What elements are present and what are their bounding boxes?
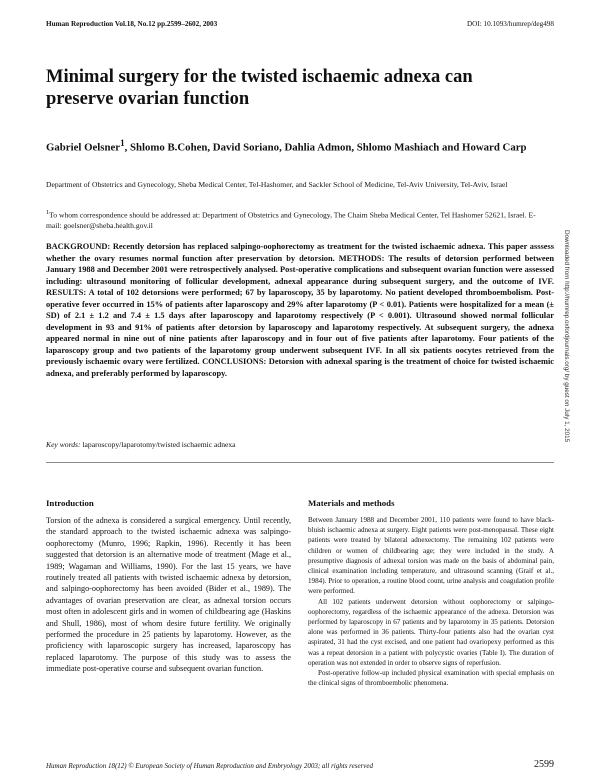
keywords-value: laparoscopy/laparotomy/twisted ischaemic adnexa	[82, 440, 236, 449]
correspondence	[46, 208, 546, 232]
introduction-column	[46, 498, 291, 675]
author-list	[46, 136, 546, 156]
journal-citation: Human Reproduction Vol.18, No.12 pp.2599–2602, 2003	[46, 20, 218, 28]
download-sidebar	[562, 230, 576, 630]
doi: DOI: 10.1093/humrep/deg498	[466, 20, 554, 28]
abstract: BACKGROUND: Recently detorsion has replaced salpingo-oophorectomy as treatment for the twisted ischaemic adnexa. This paper asssess whether the ovary resumes normal function after preservation by detorsion. METHODS: The results of detorsion performed between January 1988 and December 2001 were retrospectively analysed. Post-operative complications and subsequent ovarian function were assessed including: ultrasound monitoring of follicular development, adnexal appearance during subsequent surgery, and the outcome of IVF. RESULTS: A total of 102 detorsions were performed; 67 by laparoscopy, 35 by laparotomy. No patient developed thromboembolism. Post-operative fever occurred in 15% of patients after laparoscopy and 29% after laparotomy (P < 0.01). Patients were hospitalized for a mean (± SD) of 2.1 ± 1.2 and 7.4 ± 1.5 days after laparoscopy and laparotomy respectively (P < 0.001). Ultrasound showed normal follicular development in 93 and 91% of patients after detorsion by laparoscopy and laparotomy respectively. At subsequent surgery, the adnexa appeared normal in nine out of nine patients after laparoscopy and in four out of five patients after laparotomy. Four patients of the laparoscopy group and two patients of the laparotomy group underwent subsequent IVF. In all six patients oocytes retrieved from the previously ischaemic ovary were fertilized. CONCLUSIONS: Detorsion with adnexal sparing is the treatment of choice for twisted ischaemic adnexa, and preferably performed by laparoscopy.	[46, 242, 554, 379]
page-number: 2599	[534, 759, 554, 770]
methods-paragraph: Post-operative follow-up included physical examination with special emphasis on the clinical signs of thromboembolic phenomena.	[308, 669, 554, 688]
page-footer	[46, 761, 554, 773]
keywords-label: Key words:	[46, 440, 81, 449]
running-header	[46, 20, 554, 34]
author-superscript: 1	[120, 138, 125, 148]
download-note: Downloaded from http://humrep.oxfordjournals.org/ by guest on July 1, 2015	[563, 230, 570, 443]
affiliation: Department of Obstetrics and Gynecology, Sheba Medical Center, Tel-Hashomer, and Sackler School of Medicine, Tel-Aviv University, Tel-Aviv, Israel	[46, 180, 508, 189]
methods-heading: Materials and methods	[308, 498, 395, 508]
introduction-text: Torsion of the adnexa is considered a surgical emergency. Until recently, the standard approach to the twisted ischaemic adnexa was salpingo-oophorectomy (Munro, 1996; Rapkin, 1996). Recently it has been suggested that detorsion is an alternative mode of treatment (Mage et al., 1989; Wagaman and Williams, 1990). For the last 15 years, we have routinely treated all patients with twisted ischaemic adnexa by detorsion, and salpingo-oophorectomy has been avoided (Bider et al., 1989). The advantages of ovarian preservation are clear, as adnexal torsion occurs most often in adolescent girls and in women of childbearing age (Haskins and Shull, 1986), most of whom desire future fertility. We originally performed the procedure in 25 patients by laparotomy. However, as the proficiency with laparoscopic surgery has increased, laparoscopy has replaced laparotomy. The purpose of this study was to assess the immediate post-operative course and subsequent ovarian function.	[46, 516, 291, 674]
methods-paragraph: All 102 patients underwent detorsion without oophorectomy or salpingo-oophorectomy, regardless of the ischaemic appearance of the adnexa. Detorsion was performed by laparoscopy in 67 patients and by laparotomy in 35 patients. Detorsion alone was performed in 36 patients. Thirty-four patients also had the ovarian cyst aspirated, 31 had the cyst excised, and one patient had ovariopexy performed as this was a repeat detorsion in a patient with polycystic ovaries (Table I). The duration of operation was not extended in order to observe signs of reperfusion.	[308, 597, 554, 667]
first-author: Gabriel Oelsner	[46, 141, 121, 154]
copyright-line: Human Reproduction 18(12) © European Society of Human Reproduction and Embryology 2003; all rights reserved	[46, 762, 374, 770]
correspondence-text: To whom correspondence should be addressed at: Department of Obstetrics and Gynecology, The Chaim Sheba Medical Center, Tel Hashomer 52621, Israel. E-mail: goelsner@sheba.health.gov.il	[46, 210, 536, 231]
keywords	[46, 440, 554, 450]
correspondence-superscript: 1	[46, 209, 50, 216]
methods-paragraph: Between January 1988 and December 2001, 110 patients were found to have black-bluish ischaemic adnexa at surgery. Eight patients were post-menopausal. These eight patients were treated by bilateral adnexectomy. The remaining 102 patients were children or women of childbearing age; they were included in the study. A presumptive diagnosis of adnexal torsion was made on the basis of abdominal pain, clinical examination including temperature, and ultrasound scanning (Graif et al., 1984). Prior to operation, a routine blood count, urine analysis and coagulation profile were performed.	[308, 516, 554, 596]
other-authors: , Shlomo B.Cohen, David Soriano, Dahlia Admon, Shlomo Mashiach and Howard Carp	[124, 141, 527, 154]
section-divider	[46, 462, 554, 463]
article-title: Minimal surgery for the twisted ischaemic adnexa can preserve ovarian function	[46, 67, 473, 109]
introduction-heading: Introduction	[46, 498, 94, 508]
methods-column	[308, 498, 554, 688]
